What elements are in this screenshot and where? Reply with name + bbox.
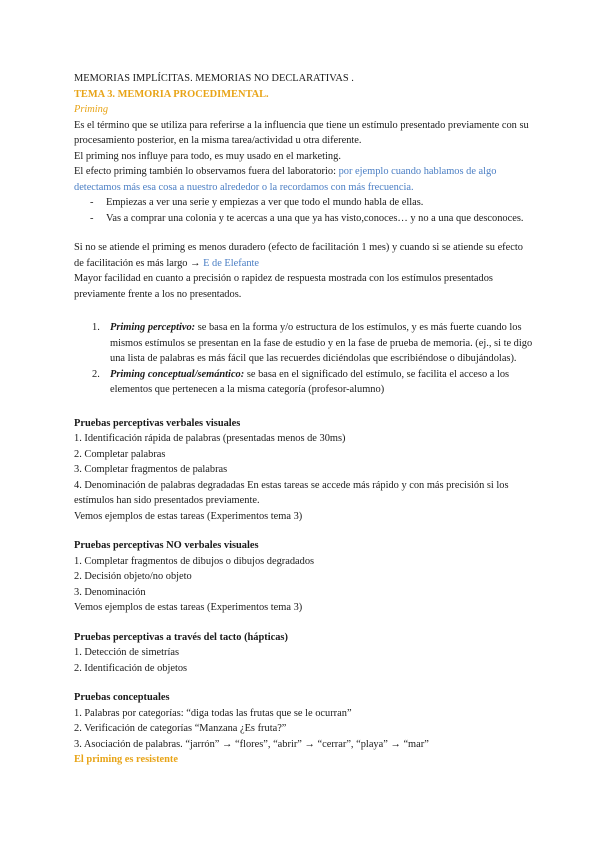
list-number: 2.	[92, 368, 100, 380]
priming-perceptivo-text: se basa en la forma y/o estructura de los estímulos, y es más fuerte cuando los mismos estímulos se presentan en la fase de estudio y en la fase de prueba de memoria. (ej., si te digo una lista de palabras es más fácil que las recuerdes diciéndolas que escribiéndose o dibujándolas).	[110, 322, 533, 364]
list-item: 2. Decisión objeto/no objeto	[74, 571, 192, 582]
outside-lab-text: El efecto priming también lo observamos fuera del laboratorio:	[74, 166, 339, 177]
verbales-note: Vemos ejemplos de estas tareas (Experimentos tema 3)	[74, 510, 303, 522]
list-number: 1.	[92, 322, 100, 333]
tacto-heading: Pruebas perceptivas a través del tacto (hápticas)	[74, 631, 288, 643]
intro-outside-lab	[74, 164, 534, 195]
intro-marketing: El priming nos influye para todo, es muy usado en el marketing.	[74, 150, 341, 162]
list-item	[74, 211, 534, 227]
list-item: 1. Palabras por categorías: “diga todas las frutas que se le ocurran”	[74, 707, 352, 719]
verbales-heading: Pruebas perceptivas verbales visuales	[74, 417, 241, 429]
list-item: 1. Identificación rápida de palabras (presentadas menos de 30ms)	[74, 433, 346, 444]
facilitation-text: Si no se atiende el priming es menos duradero (efecto de facilitación 1 mes) y cuando si se atiende su efecto de facilitación es más largo	[74, 242, 523, 269]
dash-bullet: -	[90, 212, 94, 224]
example-list	[74, 195, 534, 226]
outside-lab-example: por ejemplo cuando hablamos de algo detectamos más esa cosa a nuestro alrededor o la recordamos con más frecuencia.	[74, 166, 497, 193]
list-item	[74, 320, 534, 367]
priming-types-list	[74, 320, 534, 398]
arrow-glyph: →	[190, 257, 201, 269]
list-item: 3. Completar fragmentos de palabras	[74, 464, 228, 475]
list-item	[74, 367, 534, 398]
document-title: MEMORIAS IMPLÍCITAS. MEMORIAS NO DECLARATIVAS .	[74, 73, 354, 84]
priming-perceptivo-term: Priming perceptivo:	[110, 322, 196, 333]
priming-conceptual-text: se basa en el significado del estímulo, se facilita el acceso a los elementos que pertenecen a la misma categoría (profesor-alumno)	[110, 368, 510, 395]
priming-conceptual-term: Priming conceptual/semántico:	[110, 368, 245, 380]
document-content	[74, 71, 534, 768]
tema-heading: TEMA 3. MEMORIA PROCEDIMENTAL.	[74, 88, 269, 100]
list-item	[74, 195, 534, 211]
no-verbales-note: Vemos ejemplos de estas tareas (Experimentos tema 3)	[74, 602, 303, 613]
list-item: 3. Asociación de palabras. “jarrón” → “flores”, “abrir” → “cerrar”, “playa” → “mar”	[74, 738, 429, 750]
priming-resistente-heading: El priming es resistente	[74, 754, 178, 765]
intro-definition: Es el término que se utiliza para referirse a la influencia que tiene un estímulo presentado previamente con su procesamiento posterior, en la misma tarea/actividad u otra diferente.	[74, 119, 529, 146]
facilitation-paragraph	[74, 240, 534, 271]
list-item: 4. Denominación de palabras degradadas En estas tareas se accede más rápido y con más precisión si los estímulos han sido presentados previamente.	[74, 479, 509, 506]
conceptuales-heading: Pruebas conceptuales	[74, 692, 170, 703]
list-item-text: Empiezas a ver una serie y empiezas a ver que todo el mundo habla de ellas.	[106, 197, 424, 208]
no-verbales-heading: Pruebas perceptivas NO verbales visuales	[74, 540, 259, 551]
list-item: 2. Verificación de categorías “Manzana ¿Es fruta?”	[74, 723, 287, 734]
list-item: 1. Detección de simetrías	[74, 647, 180, 658]
list-item: 2. Identificación de objetos	[74, 662, 188, 674]
list-item-text: Vas a comprar una colonia y te acercas a una que ya has visto,conoces… y no a una que desconoces.	[106, 212, 524, 224]
priming-subheading: Priming	[74, 104, 109, 115]
list-item: 1. Completar fragmentos de dibujos o dibujos degradados	[74, 555, 315, 567]
elefante-note: E de Elefante	[200, 257, 260, 269]
list-item: 2. Completar palabras	[74, 448, 166, 460]
list-item: 3. Denominación	[74, 586, 146, 598]
precision-paragraph: Mayor facilidad en cuanto a precisión o rapidez de respuesta mostrada con los estímulos presentados previamente frente a los no presentados.	[74, 273, 493, 300]
dash-bullet: -	[90, 197, 94, 208]
